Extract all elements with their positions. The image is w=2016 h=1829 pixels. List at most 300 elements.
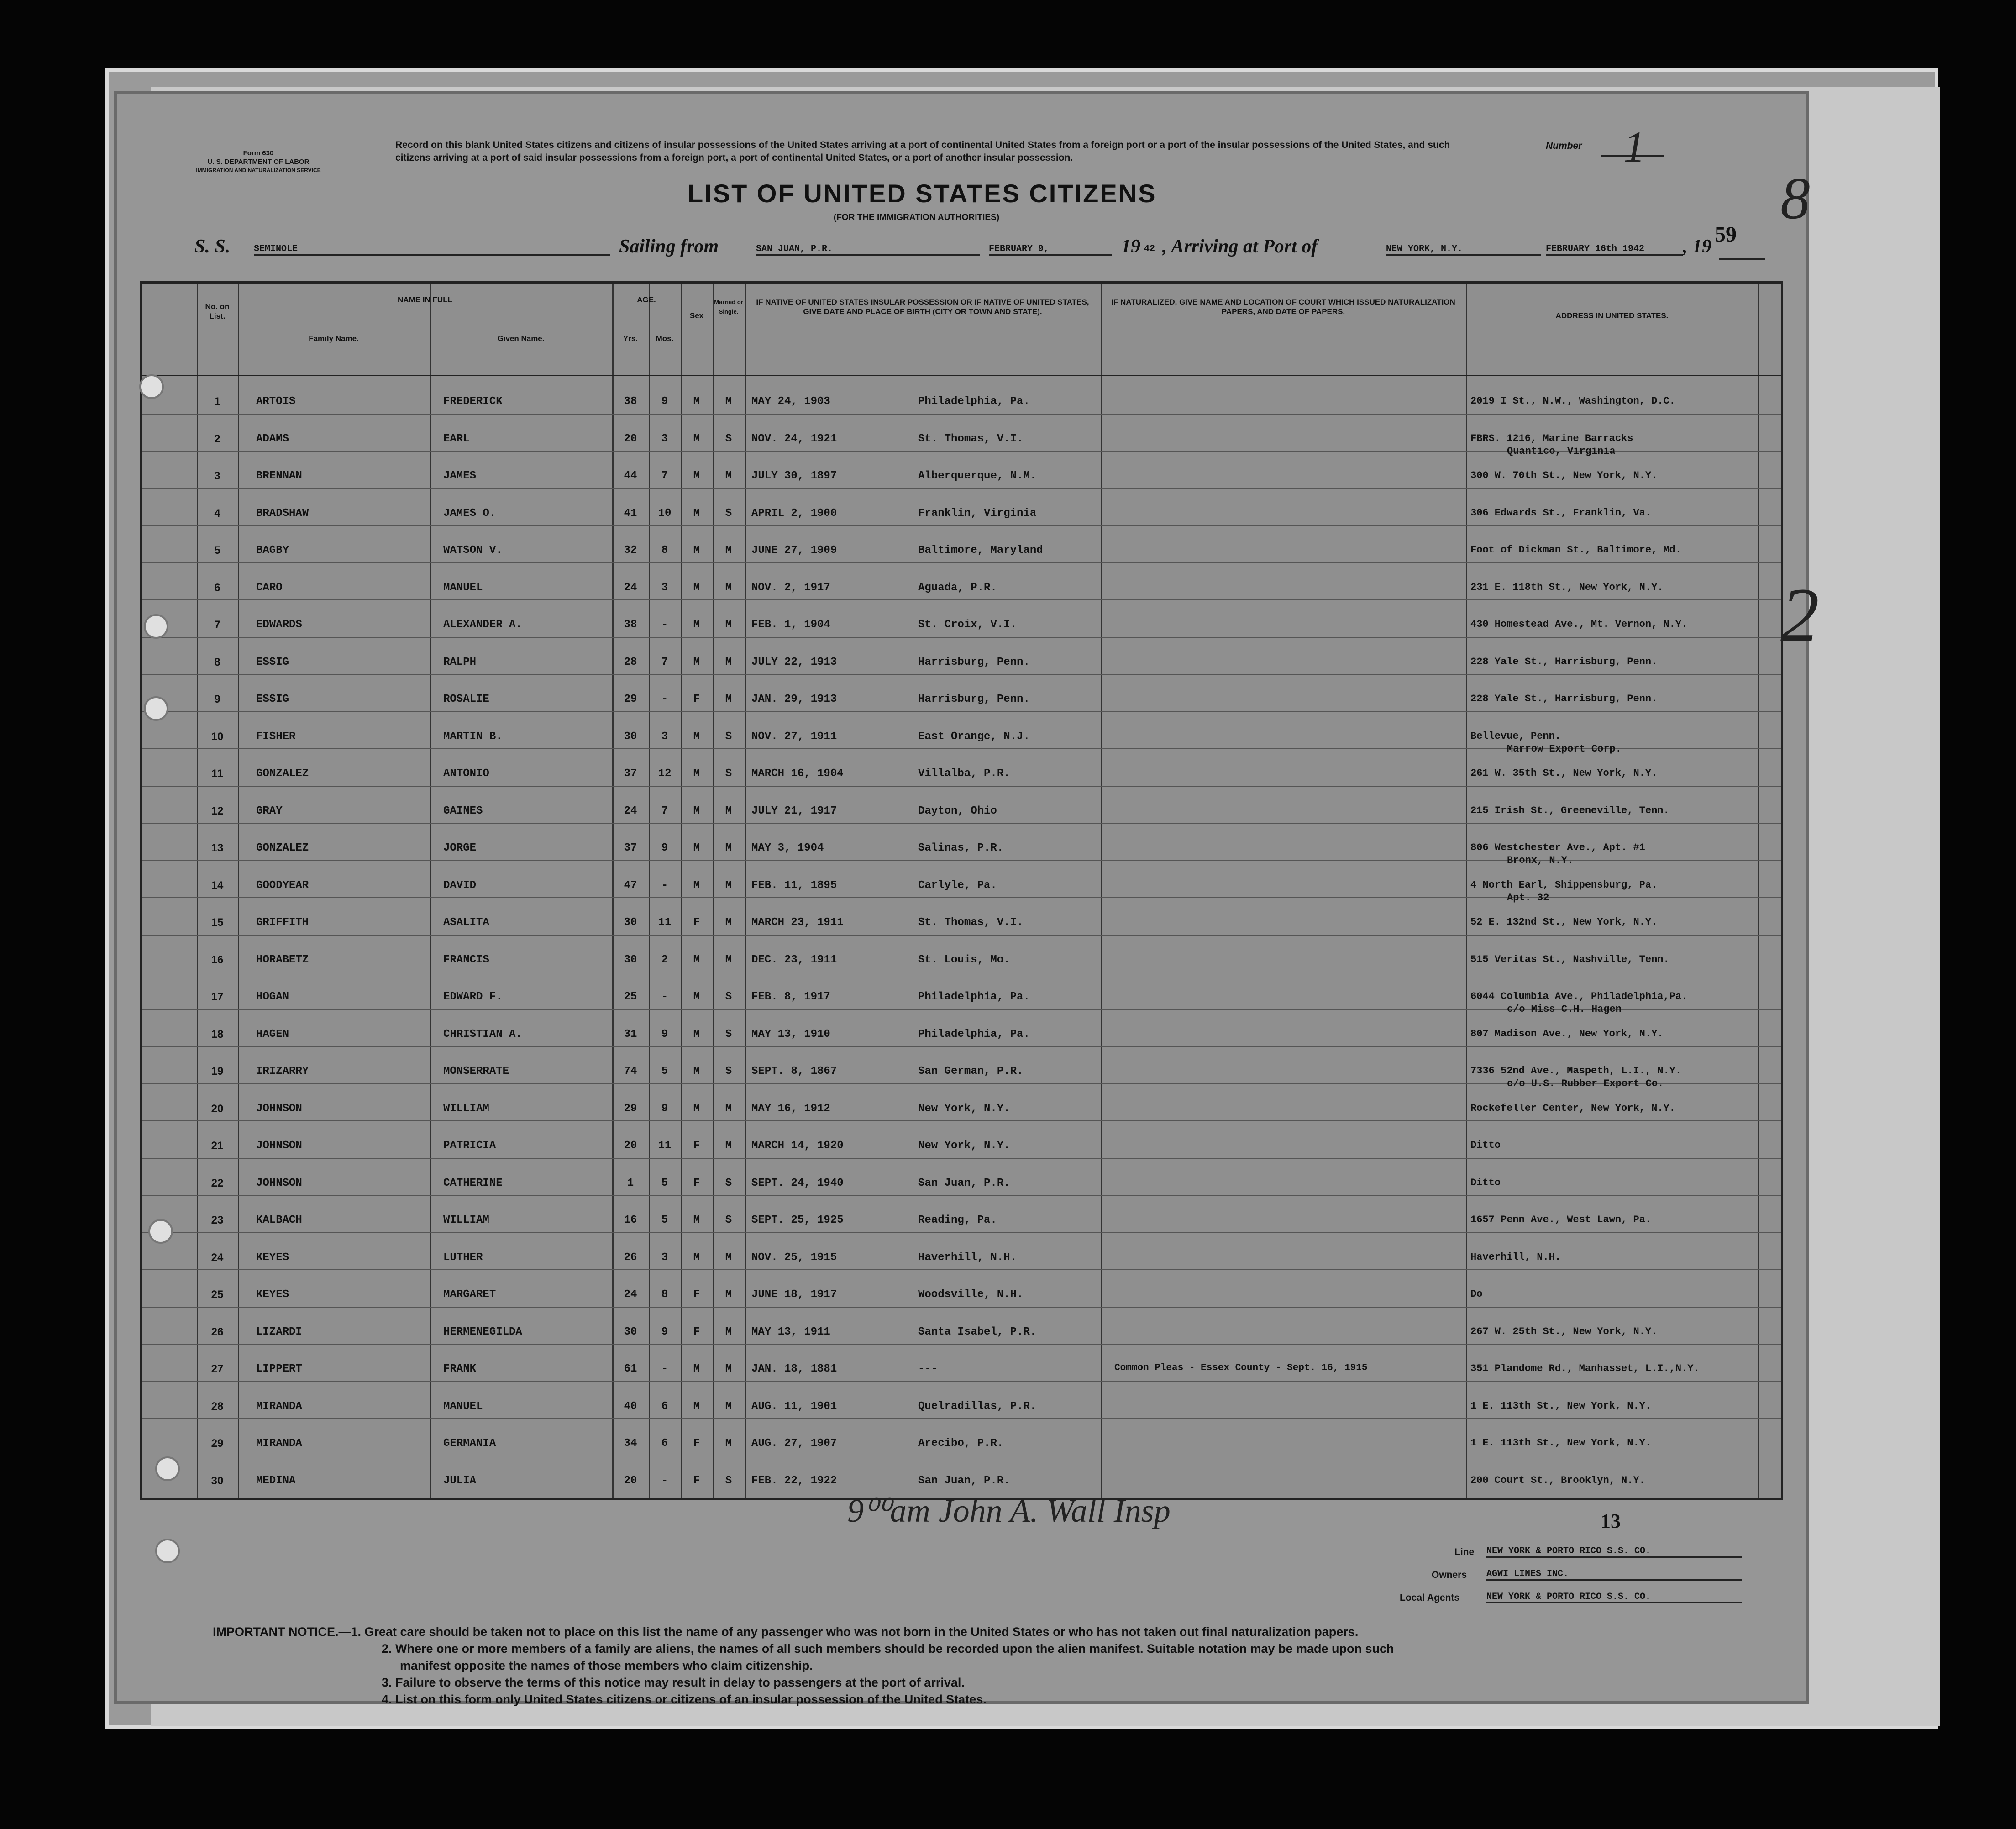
- row-divider: [142, 1418, 1781, 1419]
- age-years: 61: [624, 1363, 637, 1375]
- birth-place: Philadelphia, Pa.: [918, 395, 1030, 408]
- birth-date: JAN. 18, 1881: [751, 1363, 837, 1375]
- row-number: 7: [214, 619, 220, 631]
- sex: F: [693, 1325, 700, 1338]
- age-years: 26: [624, 1251, 637, 1264]
- given-name: WILLIAM: [443, 1214, 489, 1226]
- given-name: ALEXANDER A.: [443, 619, 522, 631]
- sex: F: [693, 1140, 700, 1152]
- age-years: 20: [624, 1474, 637, 1487]
- sex: M: [693, 879, 700, 892]
- given-name: FREDERICK: [443, 395, 503, 408]
- sex: F: [693, 1474, 700, 1487]
- row-divider: [142, 1120, 1781, 1121]
- age-months: 5: [661, 1177, 668, 1189]
- footer-carrier-block: [1345, 1546, 1756, 1628]
- age-years: 32: [624, 544, 637, 557]
- given-name: DAVID: [443, 879, 477, 892]
- address: 306 Edwards St., Franklin, Va.: [1470, 507, 1652, 519]
- address: 7336 52nd Ave., Maspeth, L.I., N.Y.: [1470, 1065, 1682, 1077]
- given-name: MANUEL: [443, 1400, 483, 1413]
- birth-date: MARCH 16, 1904: [751, 767, 844, 780]
- address: 52 E. 132nd St., New York, N.Y.: [1470, 916, 1658, 928]
- sex: M: [693, 1214, 700, 1226]
- family-name: LIZARDI: [256, 1325, 302, 1338]
- age-months: -: [661, 879, 668, 892]
- birth-date: JUNE 18, 1917: [751, 1288, 837, 1301]
- age-months: 9: [661, 842, 668, 854]
- address: 228 Yale St., Harrisburg, Penn.: [1470, 656, 1658, 667]
- ss-label: S. S.: [194, 236, 231, 257]
- birth-date: JULY 21, 1917: [751, 804, 837, 817]
- col-divider: [745, 284, 746, 1498]
- row-divider: [142, 599, 1781, 600]
- notice-item-4: 4. List on this form only United States citizens or citizens of an insular possession of the United States.: [382, 1692, 987, 1706]
- given-name: WILLIAM: [443, 1102, 489, 1115]
- age-months: 6: [661, 1400, 668, 1413]
- address-line-2: Bronx, N.Y.: [1507, 855, 1574, 866]
- given-name: HERMENEGILDA: [443, 1325, 522, 1338]
- address: 300 W. 70th St., New York, N.Y.: [1470, 470, 1658, 481]
- margin-number-eight: 8: [1780, 166, 1810, 231]
- age-years: 30: [624, 916, 637, 929]
- marital-status: M: [725, 1140, 732, 1152]
- given-name: MARGARET: [443, 1288, 496, 1301]
- marital-status: M: [725, 1363, 732, 1375]
- family-name: IRIZARRY: [256, 1065, 309, 1077]
- marital-status: M: [725, 1437, 732, 1450]
- sex: M: [693, 619, 700, 631]
- address: 215 Irish St., Greeneville, Tenn.: [1470, 804, 1670, 816]
- given-name: FRANK: [443, 1363, 477, 1375]
- header-yrs: Yrs.: [623, 334, 638, 343]
- birth-place: Arecibo, P.R.: [918, 1437, 1004, 1450]
- address: 1 E. 113th St., New York, N.Y.: [1470, 1400, 1652, 1412]
- sex: M: [693, 470, 700, 482]
- birth-place: Woodsville, N.H.: [918, 1288, 1024, 1301]
- age-months: 10: [658, 507, 672, 520]
- given-name: CATHERINE: [443, 1177, 503, 1189]
- marital-status: M: [725, 1102, 732, 1115]
- age-months: 7: [661, 804, 668, 817]
- birth-place: St. Louis, Mo.: [918, 953, 1010, 966]
- given-name: ANTONIO: [443, 767, 489, 780]
- age-months: 5: [661, 1065, 668, 1077]
- number-label: Number: [1546, 141, 1582, 151]
- important-notice: [213, 1624, 1765, 1708]
- marital-status: M: [725, 693, 732, 705]
- given-name: CHRISTIAN A.: [443, 1028, 522, 1041]
- marital-status: S: [725, 730, 732, 743]
- age-years: 37: [624, 767, 637, 780]
- family-name: ADAMS: [256, 432, 289, 445]
- row-divider: [142, 414, 1781, 415]
- marital-status: M: [725, 581, 732, 594]
- header-mos: Mos.: [656, 334, 674, 343]
- family-name: BRADSHAW: [256, 507, 309, 520]
- birth-date: NOV. 25, 1915: [751, 1251, 837, 1264]
- arriving-port: NEW YORK, N.Y.: [1386, 244, 1541, 256]
- family-name: MEDINA: [256, 1474, 296, 1487]
- col-divider: [1466, 284, 1467, 1498]
- marital-status: M: [725, 656, 732, 668]
- address: 261 W. 35th St., New York, N.Y.: [1470, 767, 1658, 779]
- address: 1657 Penn Ave., West Lawn, Pa.: [1470, 1214, 1652, 1225]
- row-divider: [142, 637, 1781, 638]
- birth-date: SEPT. 8, 1867: [751, 1065, 837, 1077]
- header-birth: IF NATIVE OF UNITED STATES INSULAR POSSESSION OR IF NATIVE OF UNITED STATES, GIVE DATE AND PLACE OF BIRTH (CITY OR TOWN AND STATE).: [756, 298, 1089, 316]
- address: 807 Madison Ave., New York, N.Y.: [1470, 1028, 1664, 1040]
- sex: M: [693, 1400, 700, 1413]
- row-number: 9: [214, 693, 220, 705]
- age-months: -: [661, 1363, 668, 1375]
- row-number: 27: [211, 1363, 224, 1375]
- birth-place: Carlyle, Pa.: [918, 879, 997, 892]
- sex: M: [693, 1251, 700, 1264]
- sex: M: [693, 1065, 700, 1077]
- row-divider: [142, 823, 1781, 824]
- header-naturalized: IF NATURALIZED, GIVE NAME AND LOCATION OF COURT WHICH ISSUED NATURALIZATION PAPERS, AND DATE OF PAPERS.: [1111, 298, 1455, 316]
- row-divider: [142, 1307, 1781, 1308]
- age-months: -: [661, 991, 668, 1003]
- page-subtitle: (FOR THE IMMIGRATION AUTHORITIES): [834, 213, 1000, 222]
- row-divider: [142, 1381, 1781, 1382]
- arriving-label: , Arriving at Port of: [1162, 236, 1318, 257]
- given-name: EARL: [443, 432, 470, 445]
- col-divider: [612, 284, 614, 1498]
- age-months: -: [661, 693, 668, 705]
- year-underline: [1719, 258, 1765, 260]
- marital-status: M: [725, 842, 732, 854]
- row-number: 11: [211, 767, 223, 780]
- birth-date: MAY 3, 1904: [751, 842, 824, 854]
- number-field: [1546, 122, 1660, 171]
- col-divider: [430, 284, 431, 1498]
- family-name: GRIFFITH: [256, 916, 309, 929]
- owners-value: AGWI LINES INC.: [1486, 1569, 1742, 1581]
- family-name: MIRANDA: [256, 1437, 302, 1450]
- birth-date: JULY 22, 1913: [751, 656, 837, 668]
- birth-date: MAY 24, 1903: [751, 395, 830, 408]
- marital-status: M: [725, 619, 732, 631]
- given-name: GERMANIA: [443, 1437, 496, 1450]
- given-name: PATRICIA: [443, 1140, 496, 1152]
- sailing-year-prefix: 19: [1121, 236, 1140, 257]
- address: Ditto: [1470, 1140, 1501, 1151]
- row-number: 30: [211, 1474, 224, 1487]
- sailing-port: SAN JUAN, P.R.: [756, 244, 980, 256]
- age-years: 44: [624, 470, 637, 482]
- age-years: 29: [624, 693, 637, 705]
- age-years: 47: [624, 879, 637, 892]
- marital-status: M: [725, 916, 732, 929]
- binder-hole: [155, 1539, 180, 1563]
- form-instructions: Record on this blank United States citizens and citizens of insular possessions of the United States arriving at a port of continental United States from a foreign port or a port of the insular possessions of the United States, and such citizens arriving at a port of said insular possessions from a foreign port, a port of continental United States, or a port of another insular possession.: [395, 140, 1450, 163]
- row-number: 1: [214, 395, 220, 408]
- birth-place: Harrisburg, Penn.: [918, 656, 1030, 668]
- given-name: JAMES O.: [443, 507, 496, 520]
- birth-date: AUG. 11, 1901: [751, 1400, 837, 1413]
- row-number: 17: [211, 991, 224, 1003]
- sex: M: [693, 767, 700, 780]
- row-divider: [142, 674, 1781, 675]
- age-years: 24: [624, 1288, 637, 1301]
- birth-date: APRIL 2, 1900: [751, 507, 837, 520]
- birth-place: Philadelphia, Pa.: [918, 991, 1030, 1003]
- age-months: 3: [661, 730, 668, 743]
- sex: M: [693, 432, 700, 445]
- sex: F: [693, 1288, 700, 1301]
- birth-date: SEPT. 24, 1940: [751, 1177, 844, 1189]
- family-name: ARTOIS: [256, 395, 296, 408]
- row-number: 26: [211, 1325, 224, 1338]
- agents-label: Local Agents: [1400, 1592, 1460, 1603]
- birth-date: FEB. 11, 1895: [751, 879, 837, 892]
- given-name: ROSALIE: [443, 693, 489, 705]
- address: Do: [1470, 1288, 1483, 1300]
- age-months: 8: [661, 544, 668, 557]
- header-given: Given Name.: [497, 334, 545, 343]
- birth-place: San Juan, P.R.: [918, 1474, 1010, 1487]
- marital-status: M: [725, 470, 732, 482]
- address: 6044 Columbia Ave., Philadelphia,Pa.: [1470, 991, 1688, 1002]
- row-number: 6: [214, 581, 220, 594]
- family-name: BRENNAN: [256, 470, 302, 482]
- marital-status: S: [725, 991, 732, 1003]
- marital-status: S: [725, 1214, 732, 1226]
- age-years: 41: [624, 507, 637, 520]
- address: Bellevue, Penn.: [1470, 730, 1561, 742]
- row-divider: [142, 1046, 1781, 1047]
- given-name: RALPH: [443, 656, 477, 668]
- row-divider: [142, 562, 1781, 563]
- address: 351 Plandome Rd., Manhasset, L.I.,N.Y.: [1470, 1363, 1700, 1374]
- age-months: 3: [661, 581, 668, 594]
- age-months: 3: [661, 432, 668, 445]
- row-divider: [142, 1269, 1781, 1270]
- address: 806 Westchester Ave., Apt. #1: [1470, 842, 1645, 853]
- age-years: 20: [624, 1140, 637, 1152]
- address-line-2: c/o U.S. Rubber Export Co.: [1507, 1078, 1664, 1089]
- manifest-sheet: [114, 91, 1809, 1704]
- row-number: 14: [211, 879, 224, 892]
- header-name: NAME IN FULL: [398, 295, 452, 304]
- birth-place: San Juan, P.R.: [918, 1177, 1010, 1189]
- age-months: -: [661, 1474, 668, 1487]
- row-number: 29: [211, 1437, 224, 1450]
- address: FBRS. 1216, Marine Barracks: [1470, 432, 1633, 444]
- margin-number-two: 2: [1780, 572, 1819, 658]
- arriving-date: FEBRUARY 16th 1942: [1546, 244, 1683, 256]
- sex: F: [693, 693, 700, 705]
- address: 267 W. 25th St., New York, N.Y.: [1470, 1325, 1658, 1337]
- age-years: 31: [624, 1028, 637, 1041]
- row-number: 18: [211, 1028, 224, 1041]
- family-name: HAGEN: [256, 1028, 289, 1041]
- family-name: JOHNSON: [256, 1177, 302, 1189]
- manifest-form: [140, 99, 1783, 1706]
- birth-place: St. Thomas, V.I.: [918, 432, 1024, 445]
- age-months: 5: [661, 1214, 668, 1226]
- family-name: KEYES: [256, 1251, 289, 1264]
- header-age: AGE.: [637, 295, 656, 304]
- age-years: 74: [624, 1065, 637, 1077]
- col-divider: [1101, 284, 1102, 1498]
- row-number: 16: [211, 953, 224, 966]
- family-name: GRAY: [256, 804, 283, 817]
- col-divider: [1758, 284, 1759, 1498]
- birth-place: Alberquerque, N.M.: [918, 470, 1037, 482]
- service-name: IMMIGRATION AND NATURALIZATION SERVICE: [196, 167, 321, 173]
- family-name: ESSIG: [256, 656, 289, 668]
- birth-date: NOV. 27, 1911: [751, 730, 837, 743]
- family-name: HOGAN: [256, 991, 289, 1003]
- header-address: ADDRESS IN UNITED STATES.: [1555, 311, 1669, 320]
- age-years: 37: [624, 842, 637, 854]
- birth-place: St. Thomas, V.I.: [918, 916, 1024, 929]
- marital-status: S: [725, 1177, 732, 1189]
- sex: M: [693, 544, 700, 557]
- age-months: 8: [661, 1288, 668, 1301]
- given-name: MARTIN B.: [443, 730, 503, 743]
- binder-hole: [148, 1219, 173, 1244]
- age-months: 12: [658, 767, 672, 780]
- row-divider: [142, 1158, 1781, 1159]
- age-years: 38: [624, 619, 637, 631]
- row-number: 8: [214, 656, 220, 668]
- age-months: 11: [658, 916, 672, 929]
- birth-date: MAY 16, 1912: [751, 1102, 830, 1115]
- marital-status: M: [725, 544, 732, 557]
- birth-place: San German, P.R.: [918, 1065, 1024, 1077]
- marital-status: M: [725, 953, 732, 966]
- marital-status: M: [725, 1251, 732, 1264]
- sex: M: [693, 1363, 700, 1375]
- marital-status: M: [725, 1288, 732, 1301]
- marital-status: S: [725, 1065, 732, 1077]
- sex: F: [693, 916, 700, 929]
- row-number: 22: [211, 1177, 224, 1189]
- birth-date: AUG. 27, 1907: [751, 1437, 837, 1450]
- birth-place: East Orange, N.J.: [918, 730, 1030, 743]
- row-number: 28: [211, 1400, 224, 1413]
- voyage-line: [194, 236, 1769, 268]
- age-years: 38: [624, 395, 637, 408]
- row-divider: [142, 1195, 1781, 1196]
- age-months: 2: [661, 953, 668, 966]
- family-name: HORABETZ: [256, 953, 309, 966]
- sex: F: [693, 1177, 700, 1189]
- birth-place: New York, N.Y.: [918, 1140, 1010, 1152]
- sex: M: [693, 953, 700, 966]
- row-number: 5: [214, 544, 220, 557]
- notice-item-2: 2. Where one or more members of a family are aliens, the names of all such members should be recorded upon the alien manifest. Suitable notation may be made upon such: [382, 1642, 1394, 1656]
- birth-date: MARCH 23, 1911: [751, 916, 844, 929]
- given-name: GAINES: [443, 804, 483, 817]
- age-months: 3: [661, 1251, 668, 1264]
- binder-hole: [139, 374, 164, 399]
- birth-place: Dayton, Ohio: [918, 804, 997, 817]
- address: 200 Court St., Brooklyn, N.Y.: [1470, 1474, 1645, 1486]
- row-number: 12: [211, 804, 224, 817]
- binder-hole: [144, 614, 168, 639]
- family-name: JOHNSON: [256, 1102, 302, 1115]
- row-number: 25: [211, 1288, 224, 1301]
- col-divider: [197, 284, 198, 1498]
- age-months: 9: [661, 1102, 668, 1115]
- birth-date: NOV. 24, 1921: [751, 432, 837, 445]
- row-divider: [142, 1232, 1781, 1233]
- birth-place: Harrisburg, Penn.: [918, 693, 1030, 705]
- birth-date: FEB. 1, 1904: [751, 619, 830, 631]
- department-name: U. S. DEPARTMENT OF LABOR: [207, 158, 310, 166]
- birth-place: Baltimore, Maryland: [918, 544, 1043, 557]
- sex: M: [693, 507, 700, 520]
- given-name: WATSON V.: [443, 544, 503, 557]
- given-name: EDWARD F.: [443, 991, 503, 1003]
- row-divider: [142, 935, 1781, 936]
- sex: M: [693, 842, 700, 854]
- inspector-signature: 9⁰⁰am John A. Wall Insp: [847, 1493, 1171, 1529]
- birth-place: St. Croix, V.I.: [918, 619, 1017, 631]
- age-years: 29: [624, 1102, 637, 1115]
- row-divider: [142, 1344, 1781, 1345]
- family-name: GONZALEZ: [256, 767, 309, 780]
- address: 430 Homestead Ave., Mt. Vernon, N.Y.: [1470, 619, 1688, 630]
- given-name: FRANCIS: [443, 953, 489, 966]
- sheet-count: 13: [1601, 1510, 1621, 1532]
- age-months: 7: [661, 656, 668, 668]
- address: 231 E. 118th St., New York, N.Y.: [1470, 581, 1664, 593]
- sex: M: [693, 1102, 700, 1115]
- given-name: JAMES: [443, 470, 477, 482]
- notice-item-2-cont: manifest opposite the names of those members who claim citizenship.: [400, 1659, 813, 1672]
- birth-place: Villalba, P.R.: [918, 767, 1010, 780]
- address: 515 Veritas St., Nashville, Tenn.: [1470, 953, 1670, 965]
- sex: M: [693, 991, 700, 1003]
- sex: M: [693, 581, 700, 594]
- given-name: JULIA: [443, 1474, 477, 1487]
- row-number: 24: [211, 1251, 224, 1264]
- address: Rockefeller Center, New York, N.Y.: [1470, 1102, 1675, 1114]
- marital-status: M: [725, 879, 732, 892]
- sailing-label: Sailing from: [619, 236, 719, 257]
- birth-place: Haverhill, N.H.: [918, 1251, 1017, 1264]
- age-months: 6: [661, 1437, 668, 1450]
- header-sex: Sex: [689, 311, 704, 320]
- family-name: JOHNSON: [256, 1140, 302, 1152]
- header-family: Family Name.: [309, 334, 359, 343]
- address: Ditto: [1470, 1177, 1501, 1188]
- address: Haverhill, N.H.: [1470, 1251, 1561, 1263]
- birth-date: FEB. 22, 1922: [751, 1474, 837, 1487]
- number-handwritten: 1: [1623, 122, 1645, 171]
- form-header: [190, 149, 327, 175]
- age-months: 9: [661, 1325, 668, 1338]
- age-years: 25: [624, 991, 637, 1003]
- sex: M: [693, 656, 700, 668]
- given-name: MANUEL: [443, 581, 483, 594]
- passenger-table: [140, 281, 1783, 1500]
- birth-date: MARCH 14, 1920: [751, 1140, 844, 1152]
- family-name: KEYES: [256, 1288, 289, 1301]
- family-name: LIPPERT: [256, 1363, 302, 1375]
- family-name: EDWARDS: [256, 619, 302, 631]
- sex: F: [693, 1437, 700, 1450]
- birth-place: New York, N.Y.: [918, 1102, 1010, 1115]
- family-name: FISHER: [256, 730, 296, 743]
- birth-date: SEPT. 25, 1925: [751, 1214, 844, 1226]
